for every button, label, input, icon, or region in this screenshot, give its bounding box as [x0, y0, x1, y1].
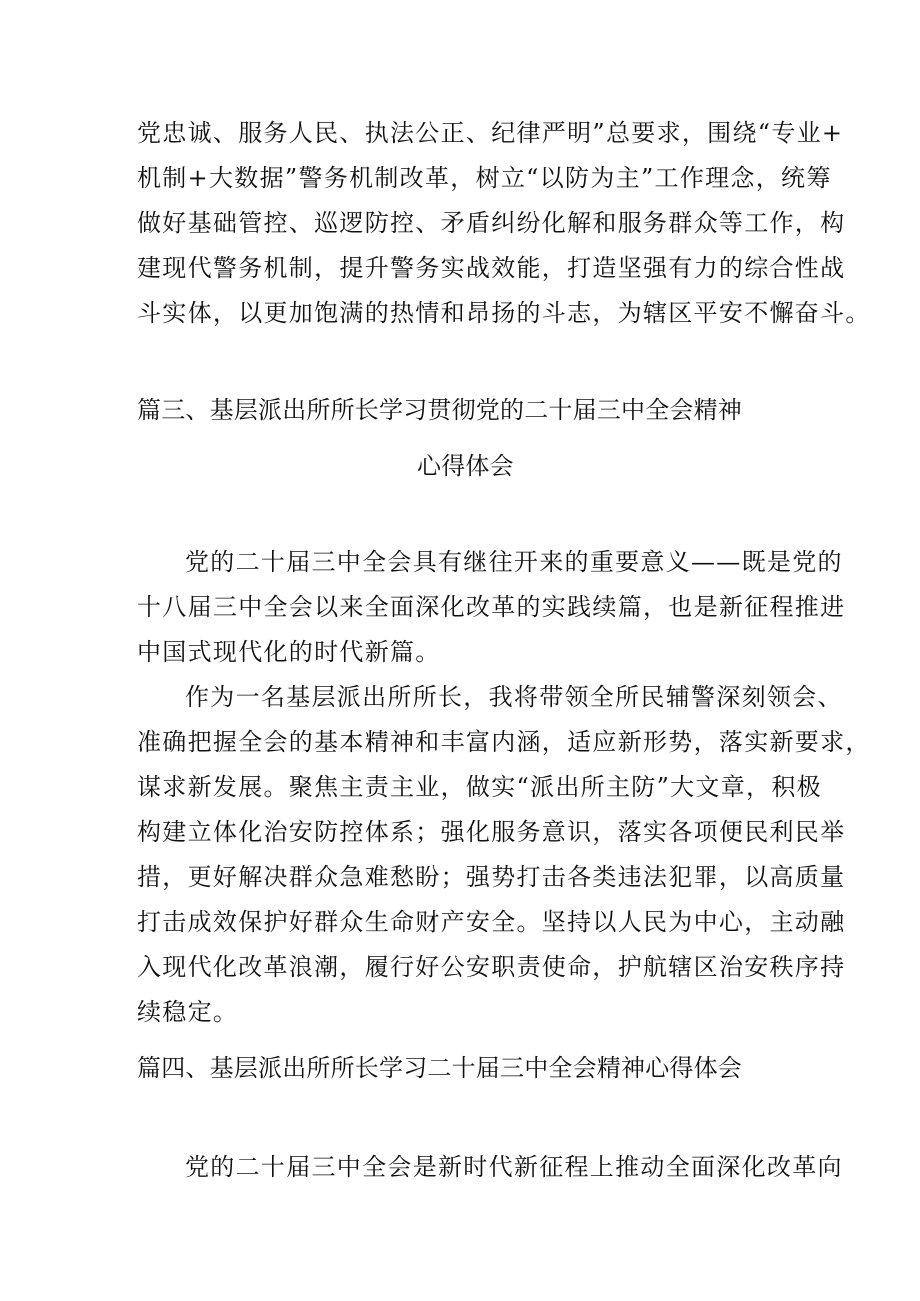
text-line: 中国式现代化的时代新篇。	[137, 638, 441, 666]
text-line: 构建立体化治安防控体系；强化服务意识，落实各项便民利民举	[137, 818, 846, 846]
text-line: 续稳定。	[137, 998, 239, 1026]
text-line: 十八届三中全会以来全面深化改革的实践续篇，也是新征程推进	[137, 593, 846, 621]
text-line: 准确把握全会的基本精神和丰富内涵，适应新形势，落实新要求，	[137, 728, 871, 756]
text-line: 党的二十届三中全会具有继往开来的重要意义——既是党的	[185, 548, 843, 576]
section-3-title: 篇三、基层派出所所长学习贯彻党的二十届三中全会精神	[137, 396, 742, 424]
text-line: 做好基础管控、巡逻防控、矛盾纠纷化解和服务群众等工作，构	[137, 209, 846, 237]
text-line: 入现代化改革浪潮，履行好公安职责使命，护航辖区治安秩序持	[137, 953, 846, 981]
text-line: 谋求新发展。聚焦主责主业，做实“派出所主防”大文章，积极	[137, 773, 822, 801]
text-line: 措，更好解决群众急难愁盼；强势打击各类违法犯罪，以高质量	[137, 863, 846, 891]
text-line: 斗实体，以更加饱满的热情和昂扬的斗志，为辖区平安不懈奋斗。	[137, 299, 871, 327]
section-4-title: 篇四、基层派出所所长学习二十届三中全会精神心得体会	[137, 1054, 742, 1082]
text-line: 党忠诚、服务人民、执法公正、纪律严明”总要求，围绕“专业+	[137, 119, 844, 147]
section-3-title-continued: 心得体会	[417, 452, 514, 480]
text-line: 打击成效保护好群众生命财产安全。坚持以人民为中心，主动融	[137, 908, 846, 936]
text-line: 建现代警务机制，提升警务实战效能，打造坚强有力的综合性战	[137, 254, 846, 282]
text-line: 作为一名基层派出所所长，我将带领全所民辅警深刻领会、	[185, 683, 843, 711]
text-line: 机制+大数据”警务机制改革，树立“以防为主”工作理念，统筹	[137, 164, 832, 192]
text-line: 党的二十届三中全会是新时代新征程上推动全面深化改革向	[185, 1153, 843, 1181]
